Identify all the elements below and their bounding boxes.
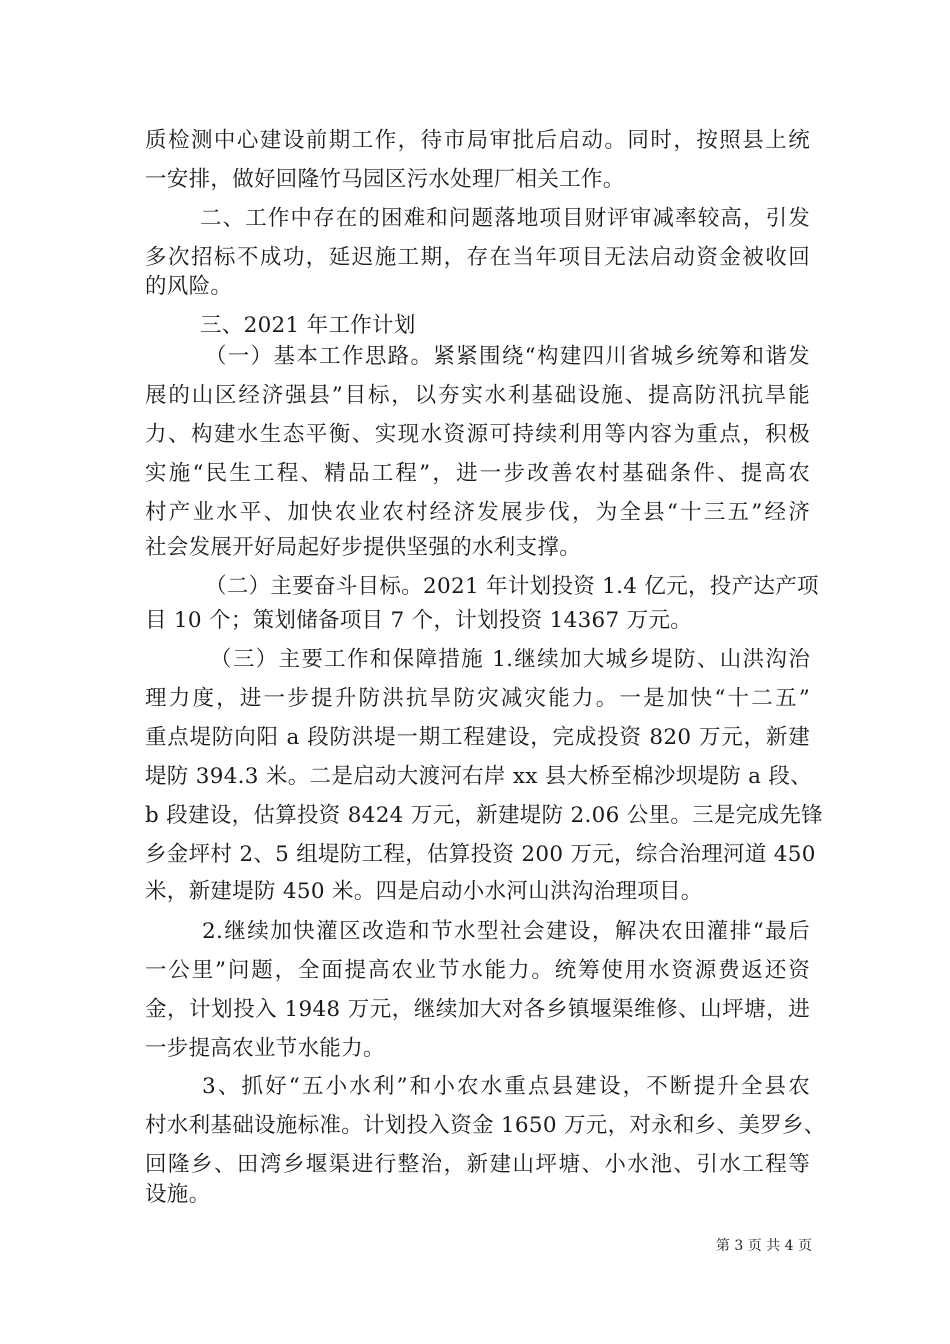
text-line: 社会发展开好局起好步提供坚强的水利支撑。 xyxy=(145,535,582,560)
text-line: 理力度，进一步提升防洪抗旱防灾减灾能力。一是加快“十二五” xyxy=(145,686,810,711)
text-line: 一公里”问题，全面提高农业节水能力。统筹使用水资源费返还资 xyxy=(145,958,810,983)
text-line: 米，新建堤防 450 米。四是启动小水河山洪沟治理项目。 xyxy=(145,879,703,904)
text-line: 村产业水平、加快农业农村经济发展步伐，为全县“十三五”经济 xyxy=(145,500,810,525)
text-line: 目 10 个；策划储备项目 7 个，计划投资 14367 万元。 xyxy=(145,608,693,633)
text-line: 力、构建水生态平衡、实现水资源可持续利用等内容为重点，积极 xyxy=(145,422,810,447)
text-line: 展的山区经济强县”目标，以夯实水利基础设施、提高防汛抗旱能 xyxy=(145,383,810,408)
text-line: 2.继续加快灌区改造和节水型社会建设，解决农田灌排“最后 xyxy=(202,919,810,944)
text-line: （二）主要奋斗目标。2021 年计划投资 1.4 亿元，投产达产项 xyxy=(205,574,819,599)
text-line: 一步提高农业节水能力。 xyxy=(145,1036,385,1061)
text-line: 设施。 xyxy=(145,1182,211,1207)
text-line: 村水利基础设施标准。计划投入资金 1650 万元，对永和乡、美罗乡、 xyxy=(145,1113,826,1138)
text-line: 多次招标不成功，延迟施工期，存在当年项目无法启动资金被收回 xyxy=(145,245,810,270)
text-line: 实施“民生工程、精品工程”，进一步改善农村基础条件、提高农 xyxy=(145,461,810,486)
text-line: 乡金坪村 2、5 组堤防工程，估算投资 200 万元，综合治理河道 450 xyxy=(145,842,816,867)
text-line: 堤防 394.3 米。二是启动大渡河右岸 xx 县大桥至棉沙坝堤防 a 段、 xyxy=(145,764,813,789)
text-line: b 段建设，估算投资 8424 万元，新建堤防 2.06 公里。三是完成先锋 xyxy=(145,803,823,828)
text-line: 回隆乡、田湾乡堰渠进行整治，新建山坪塘、小水池、引水工程等 xyxy=(145,1152,810,1177)
text-line: 的风险。 xyxy=(145,274,233,299)
text-line: 重点堤防向阳 a 段防洪堤一期工程建设，完成投资 820 万元，新建 xyxy=(145,725,810,750)
text-line: 质检测中心建设前期工作，待市局审批后启动。同时，按照县上统 xyxy=(145,128,810,153)
text-line: （一）基本工作思路。紧紧围绕“构建四川省城乡统筹和谐发 xyxy=(205,344,810,369)
text-line: 二、工作中存在的困难和问题落地项目财评审减率较高，引发 xyxy=(200,206,810,231)
text-line: 一安排，做好回隆竹马园区污水处理厂相关工作。 xyxy=(145,167,625,192)
text-line: 金，计划投入 1948 万元，继续加大对各乡镇堰渠维修、山坪塘，进 xyxy=(145,997,810,1022)
section-heading: 三、2021 年工作计划 xyxy=(200,313,416,338)
text-line: 3、抓好“五小水利”和小农水重点县建设，不断提升全县农 xyxy=(202,1074,810,1099)
page-number-footer: 第 3 页 共 4 页 xyxy=(715,1238,812,1254)
text-line: （三）主要工作和保障措施 1.继续加大城乡堤防、山洪沟治 xyxy=(210,647,810,672)
